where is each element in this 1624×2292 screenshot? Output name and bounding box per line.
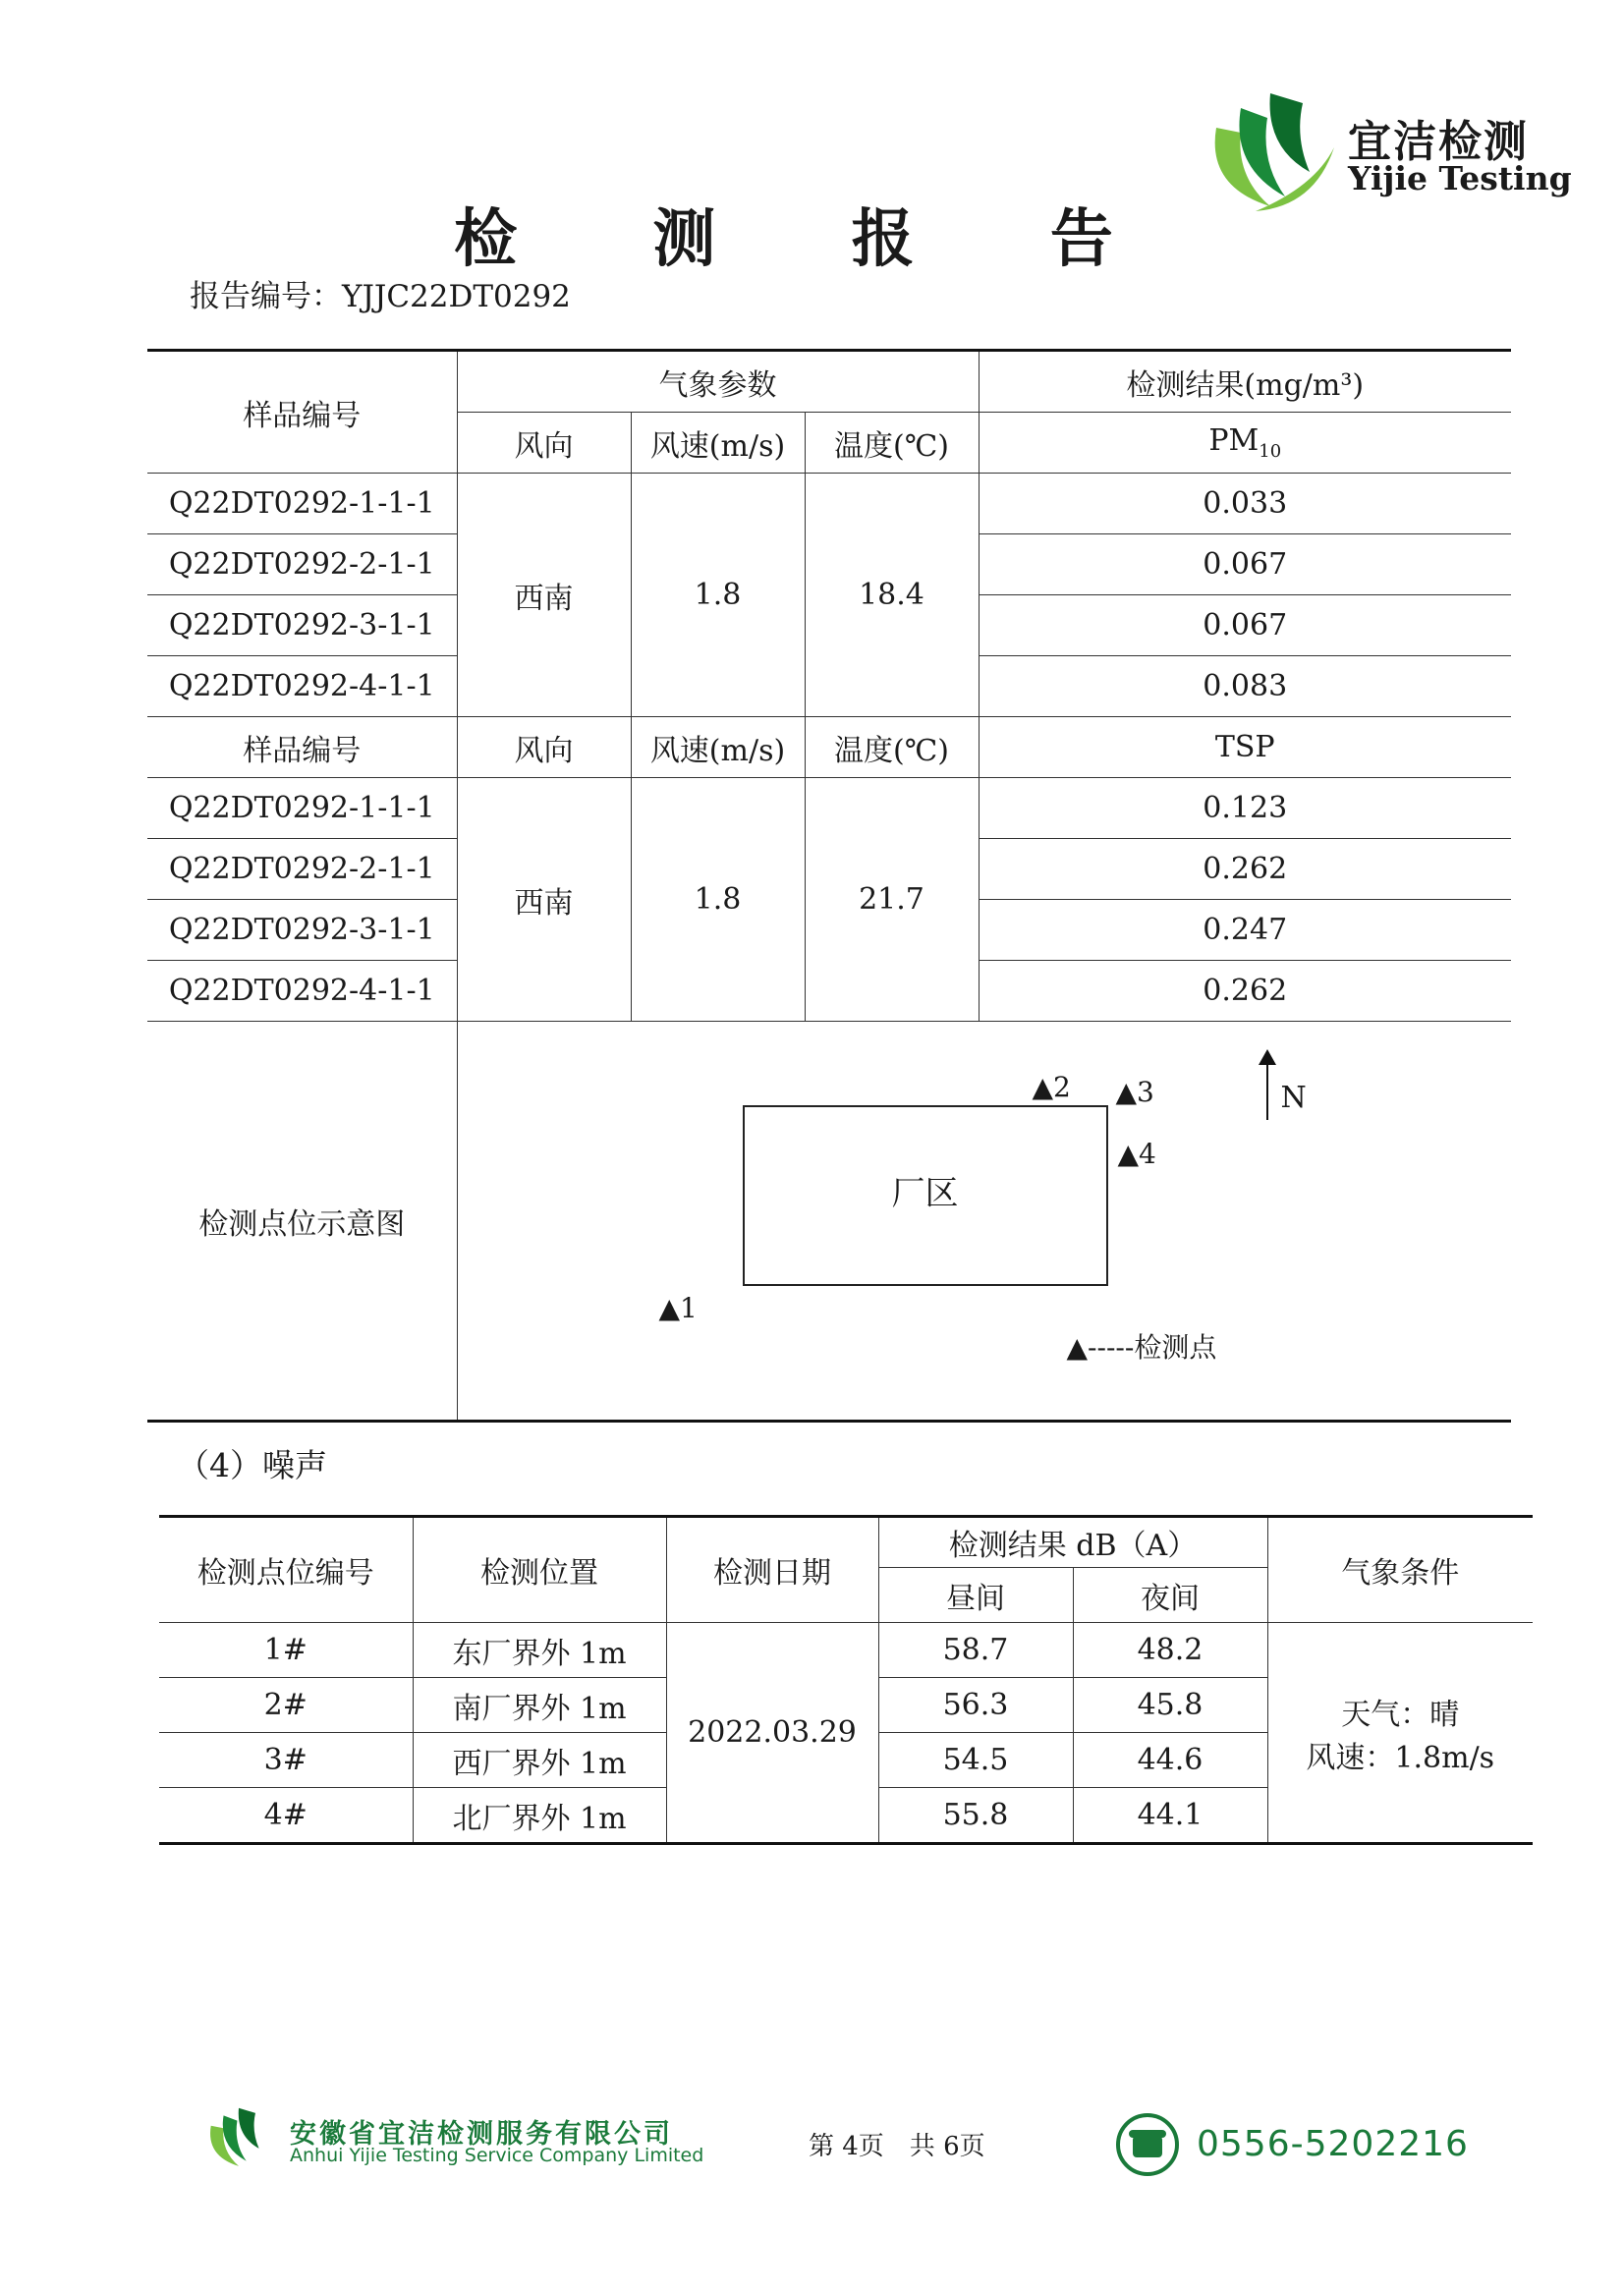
result-value: 0.083	[979, 656, 1511, 717]
location: 西厂界外 1m	[413, 1733, 666, 1788]
point-id: 2#	[159, 1678, 413, 1733]
header-point: 检测点位编号	[159, 1517, 413, 1623]
sample-id: Q22DT0292-3-1-1	[147, 900, 457, 961]
phone-number: 0556-5202216	[1197, 2124, 1469, 2164]
header-sample-id: 样品编号	[147, 351, 457, 474]
sample-id: Q22DT0292-1-1-1	[147, 778, 457, 839]
footer-company-en: Anhui Yijie Testing Service Company Limited	[290, 2145, 704, 2166]
point-id: 1#	[159, 1623, 413, 1678]
header-date: 检测日期	[666, 1517, 878, 1623]
table-row	[159, 1623, 1533, 1678]
page-number: 第 4页 共 6页	[809, 2132, 985, 2161]
wind-speed: 1.8	[631, 474, 805, 717]
night-value: 48.2	[1073, 1623, 1267, 1678]
header-pm10: $PM_{10}$	[979, 413, 1511, 474]
result-value: 0.033	[979, 474, 1511, 534]
result-value: 0.262	[979, 839, 1511, 900]
point-id: 4#	[159, 1788, 413, 1844]
header-wind-dir: 风向	[457, 413, 631, 474]
day-value: 56.3	[878, 1678, 1073, 1733]
noise-results-table	[159, 1515, 1533, 1845]
factory-label: 厂区	[891, 1174, 959, 1213]
header-wind-speed-2: 风速(m/s)	[631, 717, 805, 778]
page-title: 检 测 报 告	[454, 202, 1170, 276]
weather-line2: 风速：1.8m/s	[1306, 1740, 1495, 1775]
header-day: 昼间	[878, 1568, 1073, 1623]
header-weather: 气象条件	[1267, 1517, 1533, 1623]
location: 南厂界外 1m	[413, 1678, 666, 1733]
weather-line1: 天气：晴	[1341, 1697, 1460, 1732]
header-wind-speed: 风速(m/s)	[631, 413, 805, 474]
sample-id: Q22DT0292-1-1-1	[147, 474, 457, 534]
legend: ▲-----检测点	[1066, 1331, 1217, 1364]
header-temp: 温度(℃)	[805, 413, 979, 474]
night-value: 44.6	[1073, 1733, 1267, 1788]
header-night: 夜间	[1073, 1568, 1267, 1623]
night-value: 44.1	[1073, 1788, 1267, 1844]
header-wind-dir-2: 风向	[457, 717, 631, 778]
location: 北厂界外 1m	[413, 1788, 666, 1844]
header-result: 检测结果 dB（A）	[878, 1517, 1267, 1568]
location: 东厂界外 1m	[413, 1623, 666, 1678]
air-results-table	[147, 349, 1511, 1423]
header-sample-id-2: 样品编号	[147, 717, 457, 778]
result-value: 0.123	[979, 778, 1511, 839]
day-value: 58.7	[878, 1623, 1073, 1678]
footer-logo-icon	[199, 2100, 278, 2171]
header-temp-2: 温度(℃)	[805, 717, 979, 778]
site-diagram	[457, 1022, 1511, 1422]
table-row	[147, 474, 1511, 534]
result-value: 0.247	[979, 900, 1511, 961]
result-value: 0.262	[979, 961, 1511, 1022]
wind-dir: 西南	[457, 778, 631, 1022]
footer-company-cn: 安徽省宜洁检测服务有限公司	[290, 2119, 673, 2150]
wind-speed: 1.8	[631, 778, 805, 1022]
report-number-label: 报告编号：	[190, 279, 342, 314]
logo-text-cn: 宜洁检测	[1348, 117, 1529, 167]
header-location: 检测位置	[413, 1517, 666, 1623]
north-label: N	[1280, 1081, 1307, 1115]
day-value: 54.5	[878, 1733, 1073, 1788]
sample-id: Q22DT0292-3-1-1	[147, 595, 457, 656]
report-number-value: YJJC22DT0292	[342, 279, 571, 314]
point-1: ▲1	[658, 1292, 698, 1324]
diagram-label: 检测点位示意图	[147, 1022, 457, 1422]
logo-text-en: Yijie Testing	[1348, 159, 1572, 197]
header-result: 检测结果(mg/m³)	[979, 351, 1511, 413]
sample-id: Q22DT0292-2-1-1	[147, 839, 457, 900]
wind-dir: 西南	[457, 474, 631, 717]
point-4: ▲4	[1117, 1138, 1156, 1170]
temperature: 18.4	[805, 474, 979, 717]
result-value: 0.067	[979, 595, 1511, 656]
day-value: 55.8	[878, 1788, 1073, 1844]
section-noise: （4）噪声	[177, 1446, 327, 1484]
table-row	[147, 778, 1511, 839]
point-2: ▲2	[1032, 1071, 1071, 1103]
phone-icon	[1115, 2112, 1180, 2177]
test-date: 2022.03.29	[666, 1623, 878, 1844]
north-arrow-shaft	[1266, 1061, 1268, 1120]
temperature: 21.7	[805, 778, 979, 1022]
sample-id: Q22DT0292-4-1-1	[147, 961, 457, 1022]
header-weather: 气象参数	[457, 351, 979, 413]
night-value: 45.8	[1073, 1678, 1267, 1733]
point-id: 3#	[159, 1733, 413, 1788]
sample-id: Q22DT0292-4-1-1	[147, 656, 457, 717]
result-value: 0.067	[979, 534, 1511, 595]
factory-area	[743, 1105, 1108, 1286]
point-3: ▲3	[1115, 1076, 1154, 1108]
report-number	[190, 271, 571, 315]
header-tsp: TSP	[979, 717, 1511, 778]
sample-id: Q22DT0292-2-1-1	[147, 534, 457, 595]
weather-conditions	[1267, 1623, 1533, 1844]
